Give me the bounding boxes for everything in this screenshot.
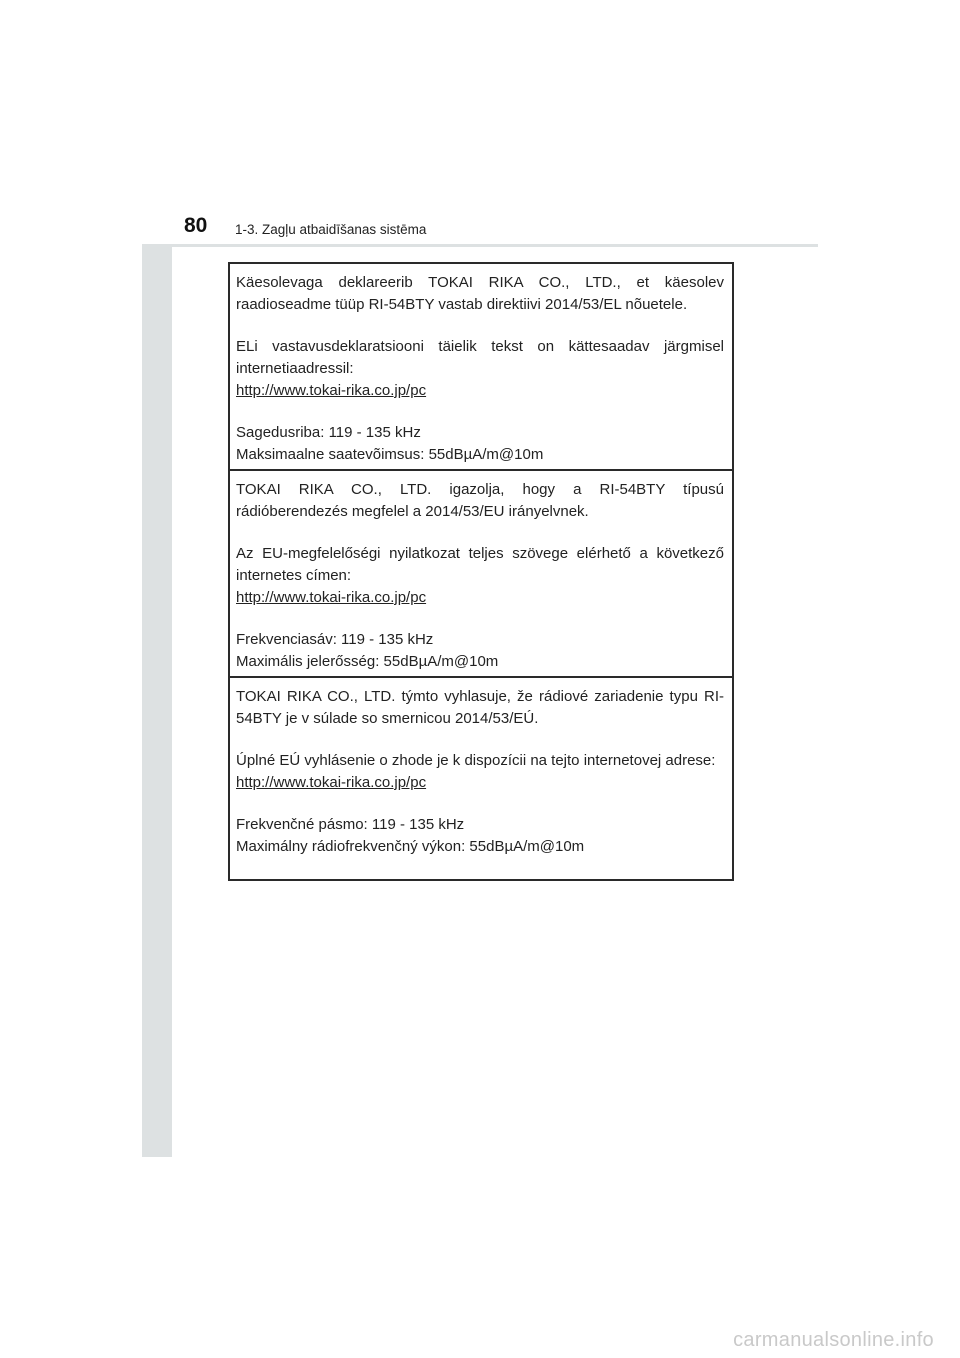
section-title: 1-3. Zagļu atbaidīšanas sistēma [235, 222, 427, 237]
declaration-text: TOKAI RIKA CO., LTD. igazolja, hogy a RI-54BTY típusú rádióberendezés megfelel a 2014/53/EU irányelvnek. [236, 481, 724, 520]
declaration-block-estonian [230, 264, 732, 471]
frequency-text: Frekvenciasáv: 119 - 135 kHz [236, 631, 434, 648]
page-number: 80 [184, 214, 208, 237]
power-text: Maximálny rádiofrekvenčný výkon: 55dBµA/m@10m [236, 838, 585, 855]
declaration-block-slovak [230, 678, 732, 879]
declaration-url-link[interactable]: http://www.tokai-rika.co.jp/pc [236, 589, 427, 606]
power-text: Maksimaalne saatevõimsus: 55dBµA/m@10m [236, 446, 544, 463]
watermark: carmanualsonline.info [733, 1329, 934, 1351]
availability-text: Úplné EÚ vyhlásenie o zhode je k dispozícii na tejto internetovej adrese: [236, 752, 716, 769]
header-rule [142, 244, 818, 247]
declaration-box [228, 262, 734, 881]
availability-text: ELi vastavusdeklaratsiooni täielik tekst on kättesaadav järgmisel internetiaadressil: [236, 338, 724, 377]
declaration-block-hungarian [230, 471, 732, 678]
frequency-text: Sagedusriba: 119 - 135 kHz [236, 424, 421, 441]
power-text: Maximális jelerősség: 55dBµA/m@10m [236, 653, 499, 670]
declaration-url-link[interactable]: http://www.tokai-rika.co.jp/pc [236, 382, 427, 399]
declaration-text: Käesolevaga deklareerib TOKAI RIKA CO., LTD., et käesolev raadioseadme tüüp RI-54BTY vastab direktiivi 2014/53/EL nõuetele. [236, 274, 724, 313]
frequency-text: Frekvenčné pásmo: 119 - 135 kHz [236, 816, 465, 833]
declaration-url-link[interactable]: http://www.tokai-rika.co.jp/pc [236, 774, 427, 791]
side-band [142, 200, 172, 1157]
availability-text: Az EU-megfelelőségi nyilatkozat teljes szövege elérhető a következő internetes címen: [236, 545, 724, 584]
declaration-text: TOKAI RIKA CO., LTD. týmto vyhlasuje, že rádiové zariadenie typu RI-54BTY je v súlade so smernicou 2014/53/EÚ. [236, 688, 724, 727]
